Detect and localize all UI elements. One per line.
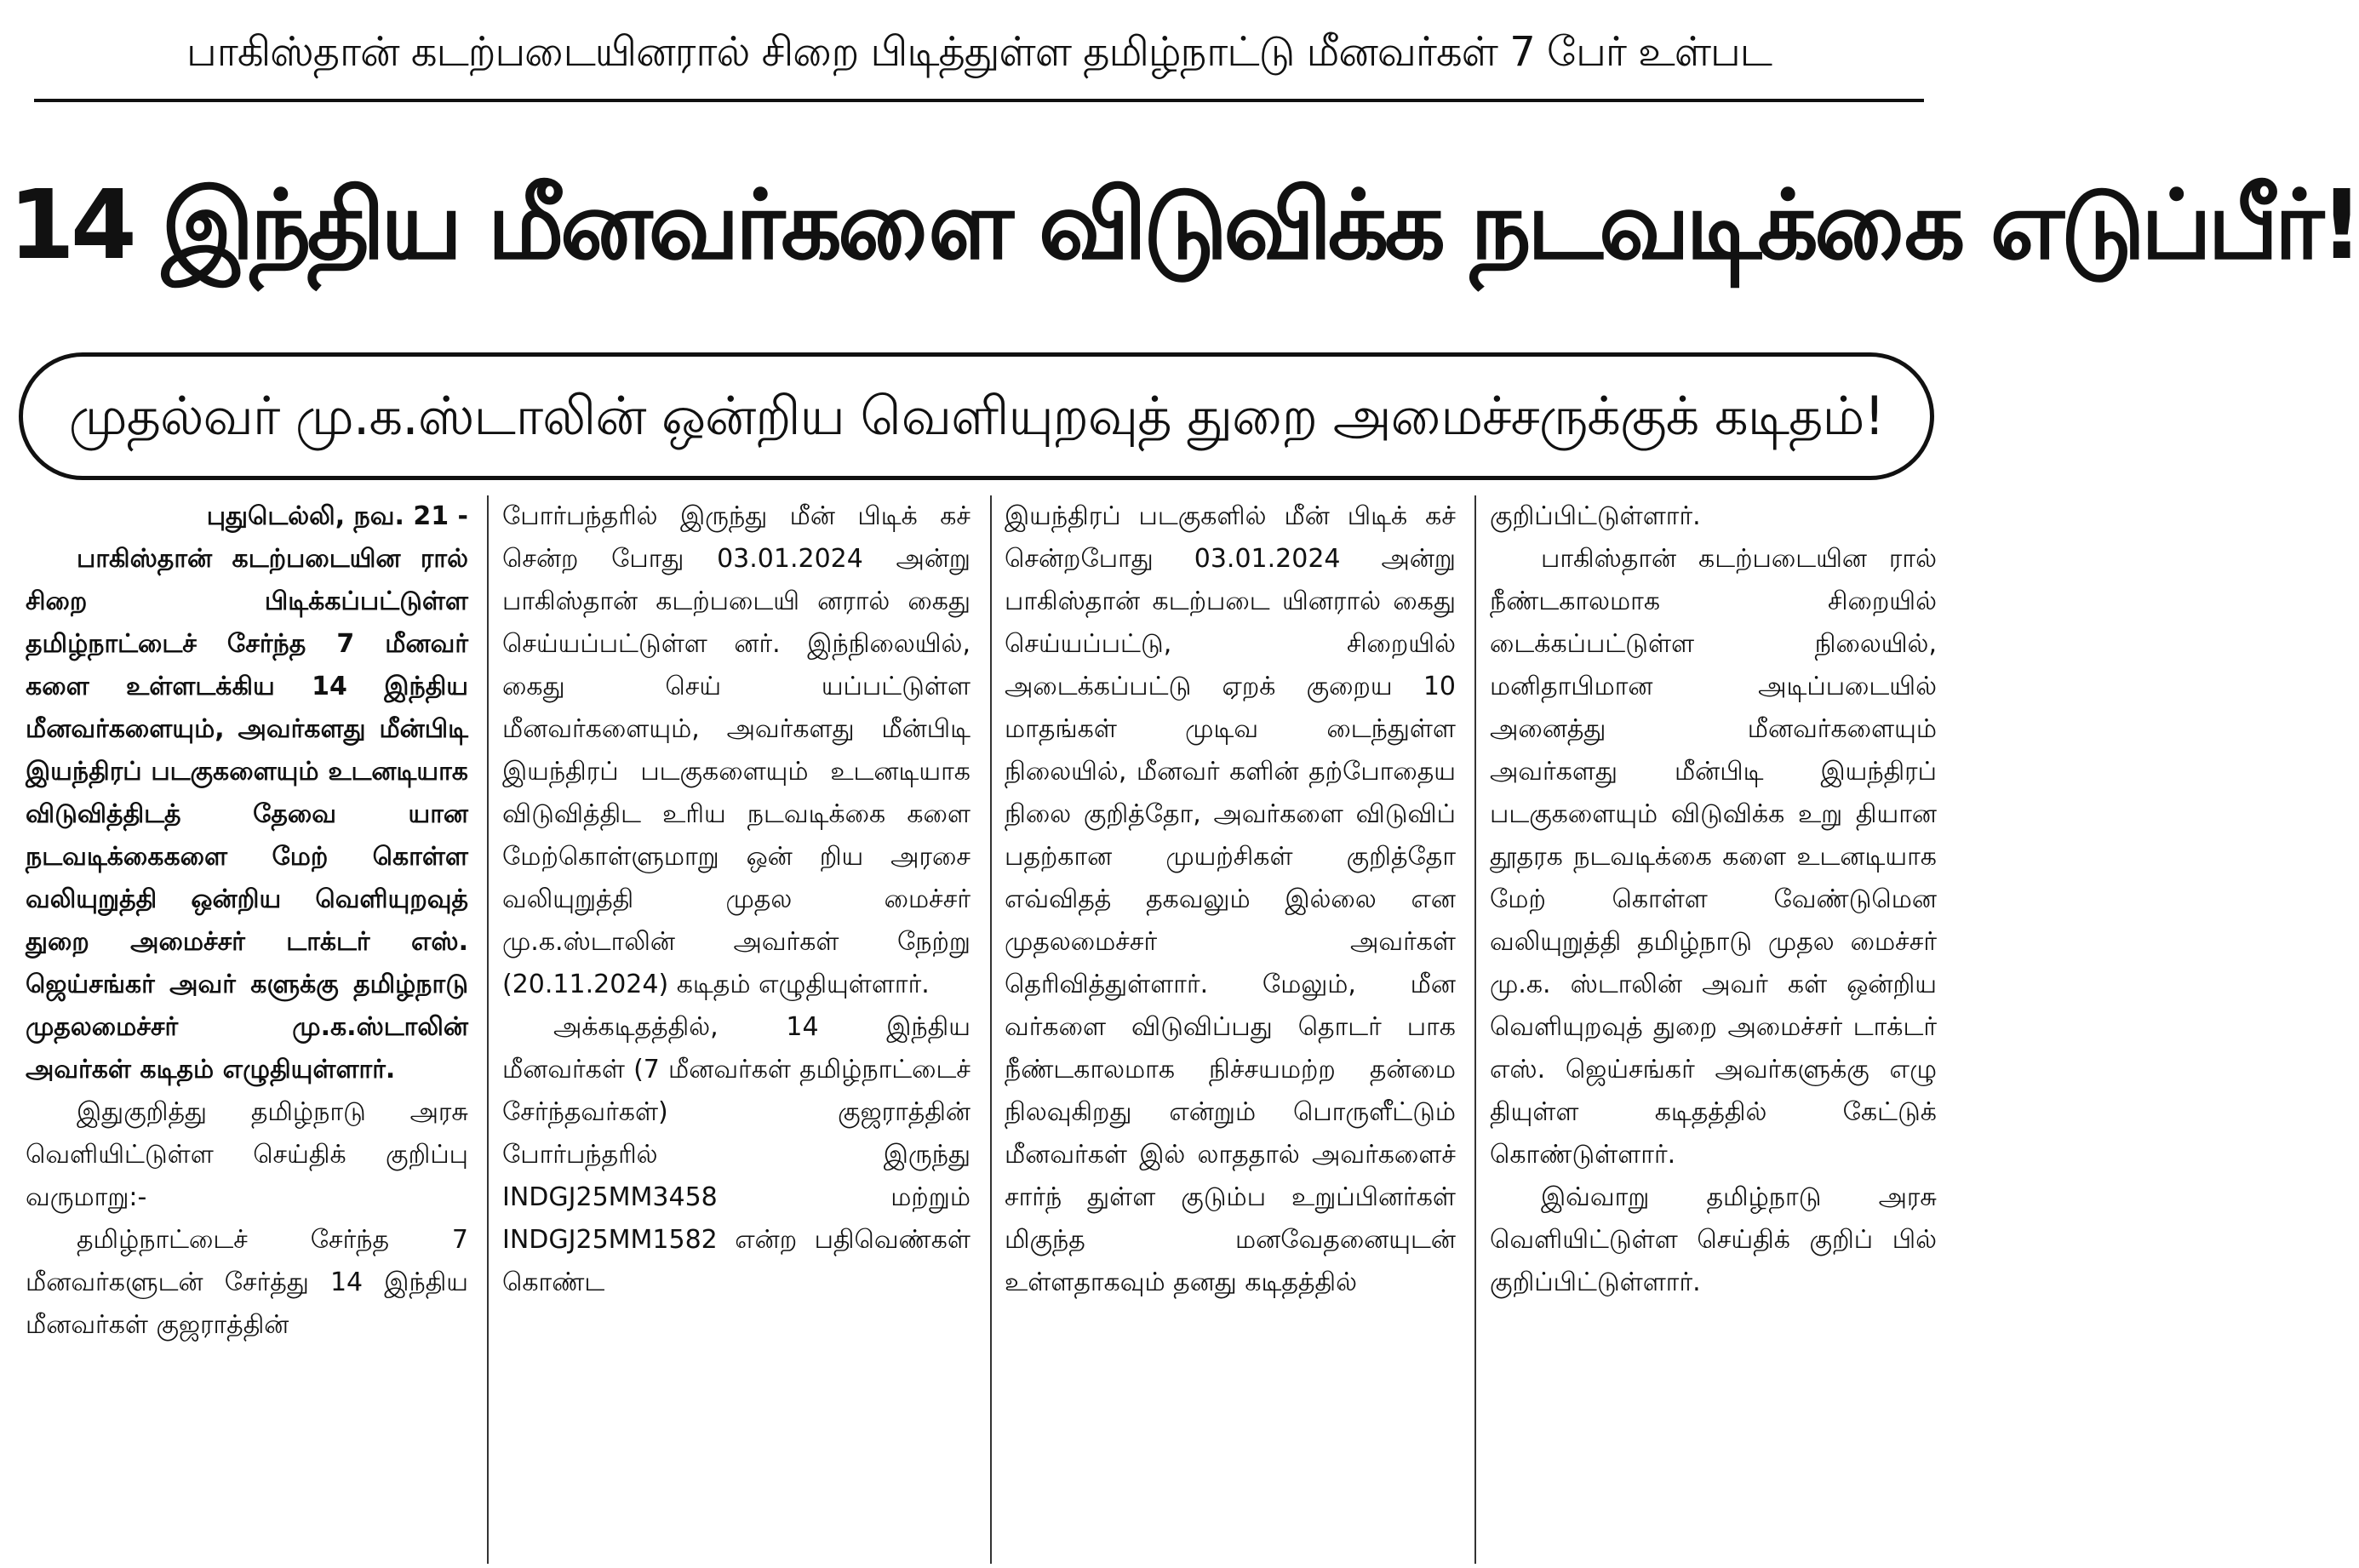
kicker-rule	[34, 99, 1924, 102]
article-paragraph: போர்பந்தரில் இருந்து மீன் பிடிக் கச் சென்ற போது 03.01.2024 அன்று பாகிஸ்தான் கடற்படையி னரால் கைது செய்யப்பட்டுள்ள னர். இந்நிலையில், கைது செய் யப்பட்டுள்ள மீனவர்களையும், அவர்களது மீன்பிடி இயந்திரப் படகுகளையும் உடனடியாக விடுவித்திட உரிய நடவடிக்கை களை மேற்கொள்ளுமாறு ஒன் றிய அரசை வலியுறுத்தி முதல மைச்சர் மு.க.ஸ்டாலின் அவர்கள் நேற்று (20.11.2024) கடிதம் எழுதியுள்ளார்.	[502, 501, 971, 999]
article-paragraph: இதுகுறித்து தமிழ்நாடு அரசு வெளியிட்டுள்ள செய்திக் குறிப்பு வருமாறு:-	[26, 1097, 468, 1212]
column-divider	[1474, 495, 1476, 1564]
main-headline: 14 இந்திய மீனவர்களை விடுவிக்க நடவடிக்கை எடுப்பீர்!	[9, 170, 2359, 281]
dateline: புதுடெல்லி, நவ. 21 -	[206, 501, 468, 531]
article-paragraph: குறிப்பிட்டுள்ளார்.	[1490, 501, 1701, 531]
lead-paragraph: பாகிஸ்தான் கடற்படையின ரால் சிறை பிடிக்கப்பட்டுள்ள தமிழ்நாட்டைச் சேர்ந்த 7 மீனவர் களை உள்ளடக்கிய 14 இந்திய மீனவர்களையும், அவர்களது மீன்பிடி இயந்திரப் படகுகளையும் உடனடியாக விடுவித்திடத் தேவை யான நடவடிக்கைகளை மேற் கொள்ள வலியுறுத்தி ஒன்றிய வெளியுறவுத் துறை அமைச்சர் டாக்டர் எஸ். ஜெய்சங்கர் அவர் களுக்கு தமிழ்நாடு முதலமைச்சர் மு.க.ஸ்டாலின் அவர்கள் கடிதம் எழுதியுள்ளார்.	[26, 544, 468, 1084]
article-paragraph: தமிழ்நாட்டைச் சேர்ந்த 7 மீனவர்களுடன் சேர்த்து 14 இந்திய மீனவர்கள் குஜராத்தின்	[26, 1225, 468, 1340]
article-column-4	[1490, 495, 1937, 1564]
article-paragraph: இவ்வாறு தமிழ்நாடு அரசு வெளியிட்டுள்ள செய்திக் குறிப் பில் குறிப்பிட்டுள்ளார்.	[1490, 1182, 1937, 1297]
article-column-1	[26, 495, 468, 1564]
article-column-2	[502, 495, 971, 1564]
article-paragraph: இயந்திரப் படகுகளில் மீன் பிடிக் கச் சென்றபோது 03.01.2024 அன்று பாகிஸ்தான் கடற்படை யினரால் கைது செய்யப்பட்டு, சிறையில் அடைக்கப்பட்டு ஏறக் குறைய 10 மாதங்கள் முடிவ டைந்துள்ள நிலையில், மீனவர் களின் தற்போதைய நிலை குறித்தோ, அவர்களை விடுவிப் பதற்கான முயற்சிகள் குறித்தோ எவ்விதத் தகவலும் இல்லை என முதலமைச்சர் அவர்கள் தெரிவித்துள்ளார். மேலும், மீன வர்களை விடுவிப்பது தொடர் பாக நீண்டகாலமாக நிச்சயமற்ற தன்மை நிலவுகிறது என்றும் பொருளீட்டும் மீனவர்கள் இல் லாததால் அவர்களைச் சார்ந் துள்ள குடும்ப உறுப்பினர்கள் மிகுந்த மனவேதனையுடன் உள்ளதாகவும் தனது கடிதத்தில்	[1005, 501, 1456, 1297]
kicker-headline: பாகிஸ்தான் கடற்படையினரால் சிறை பிடித்துள்ள தமிழ்நாட்டு மீனவர்கள் 7 பேர் உள்பட	[186, 28, 1772, 76]
deck-subheadline: முதல்வர் மு.க.ஸ்டாலின் ஒன்றிய வெளியுறவுத் துறை அமைச்சருக்குக் கடிதம்!	[19, 352, 1934, 480]
column-divider	[487, 495, 489, 1564]
article-paragraph: பாகிஸ்தான் கடற்படையின ரால் நீண்டகாலமாக சிறையில் டைக்கப்பட்டுள்ள நிலையில், மனிதாபிமான அடிப்படையில் அனைத்து மீனவர்களையும் அவர்களது மீன்பிடி இயந்திரப் படகுகளையும் விடுவிக்க உறு தியான தூதரக நடவடிக்கை களை உடனடியாக மேற் கொள்ள வேண்டுமென வலியுறுத்தி தமிழ்நாடு முதல மைச்சர் மு.க. ஸ்டாலின் அவர் கள் ஒன்றிய வெளியுறவுத் துறை அமைச்சர் டாக்டர் எஸ். ஜெய்சங்கர் அவர்களுக்கு எழு தியுள்ள கடிதத்தில் கேட்டுக் கொண்டுள்ளார்.	[1490, 544, 1937, 1170]
column-divider	[990, 495, 992, 1564]
article-paragraph: அக்கடிதத்தில், 14 இந்திய மீனவர்கள் (7 மீனவர்கள் தமிழ்நாட்டைச் சேர்ந்தவர்கள்) குஜராத்தின் போர்பந்தரில் இருந்து INDGJ25MM3458 மற்றும் INDGJ25MM1582 என்ற பதிவெண்கள் கொண்ட	[502, 1012, 971, 1297]
article-column-3	[1005, 495, 1456, 1564]
